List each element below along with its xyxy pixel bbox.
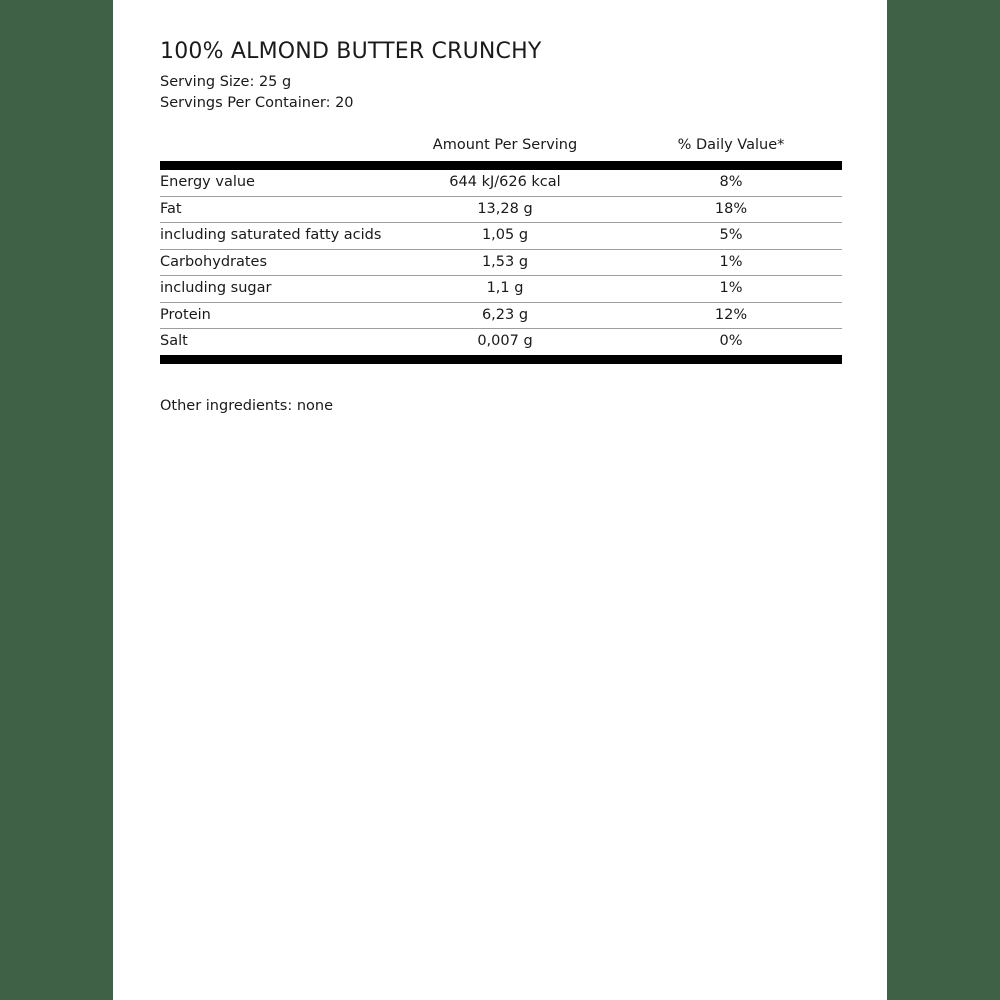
column-header-name [160, 137, 390, 161]
nutrient-amount: 1,1 g [390, 276, 620, 303]
column-header-daily-value: % Daily Value* [677, 137, 785, 153]
table-row [160, 223, 842, 250]
serving-size: Serving Size: 25 g [160, 73, 292, 90]
document-page [113, 0, 887, 1000]
other-ingredients: Other ingredients: none [160, 397, 334, 414]
nutrient-daily-value: 12% [620, 302, 842, 329]
servings-per-container: Servings Per Container: 20 [160, 95, 354, 112]
nutrient-name: Energy value [160, 170, 390, 196]
nutrient-daily-value: 18% [620, 196, 842, 223]
nutrient-name: Fat [160, 196, 390, 223]
column-header-amount: Amount Per Serving [432, 137, 578, 153]
nutrient-daily-value: 5% [620, 223, 842, 250]
nutrition-label [160, 38, 850, 414]
table-row [160, 329, 842, 355]
table-row [160, 249, 842, 276]
nutrient-daily-value: 8% [620, 170, 842, 196]
nutrient-amount: 644 kJ/626 kcal [390, 170, 620, 196]
table-row [160, 302, 842, 329]
nutrient-name: including sugar [160, 276, 390, 303]
nutrient-amount: 1,05 g [390, 223, 620, 250]
nutrient-daily-value: 0% [719, 333, 743, 350]
table-row [160, 170, 842, 196]
nutrient-name: Protein [160, 302, 390, 329]
nutrient-amount: 6,23 g [390, 302, 620, 329]
header-rule [160, 161, 842, 170]
nutrient-daily-value: 1% [620, 249, 842, 276]
footer-rule [160, 355, 842, 364]
nutrition-facts-table [160, 137, 842, 364]
nutrient-name: including saturated fatty acids [160, 223, 390, 250]
table-row [160, 196, 842, 223]
nutrient-daily-value: 1% [620, 276, 842, 303]
nutrient-name: Salt [160, 333, 188, 350]
nutrient-amount: 1,53 g [390, 249, 620, 276]
nutrient-amount: 0,007 g [477, 333, 533, 350]
table-header-row [160, 137, 842, 161]
page-title: 100% ALMOND BUTTER CRUNCHY [160, 39, 542, 64]
nutrient-name: Carbohydrates [160, 249, 390, 276]
nutrient-amount: 13,28 g [390, 196, 620, 223]
table-row [160, 276, 842, 303]
